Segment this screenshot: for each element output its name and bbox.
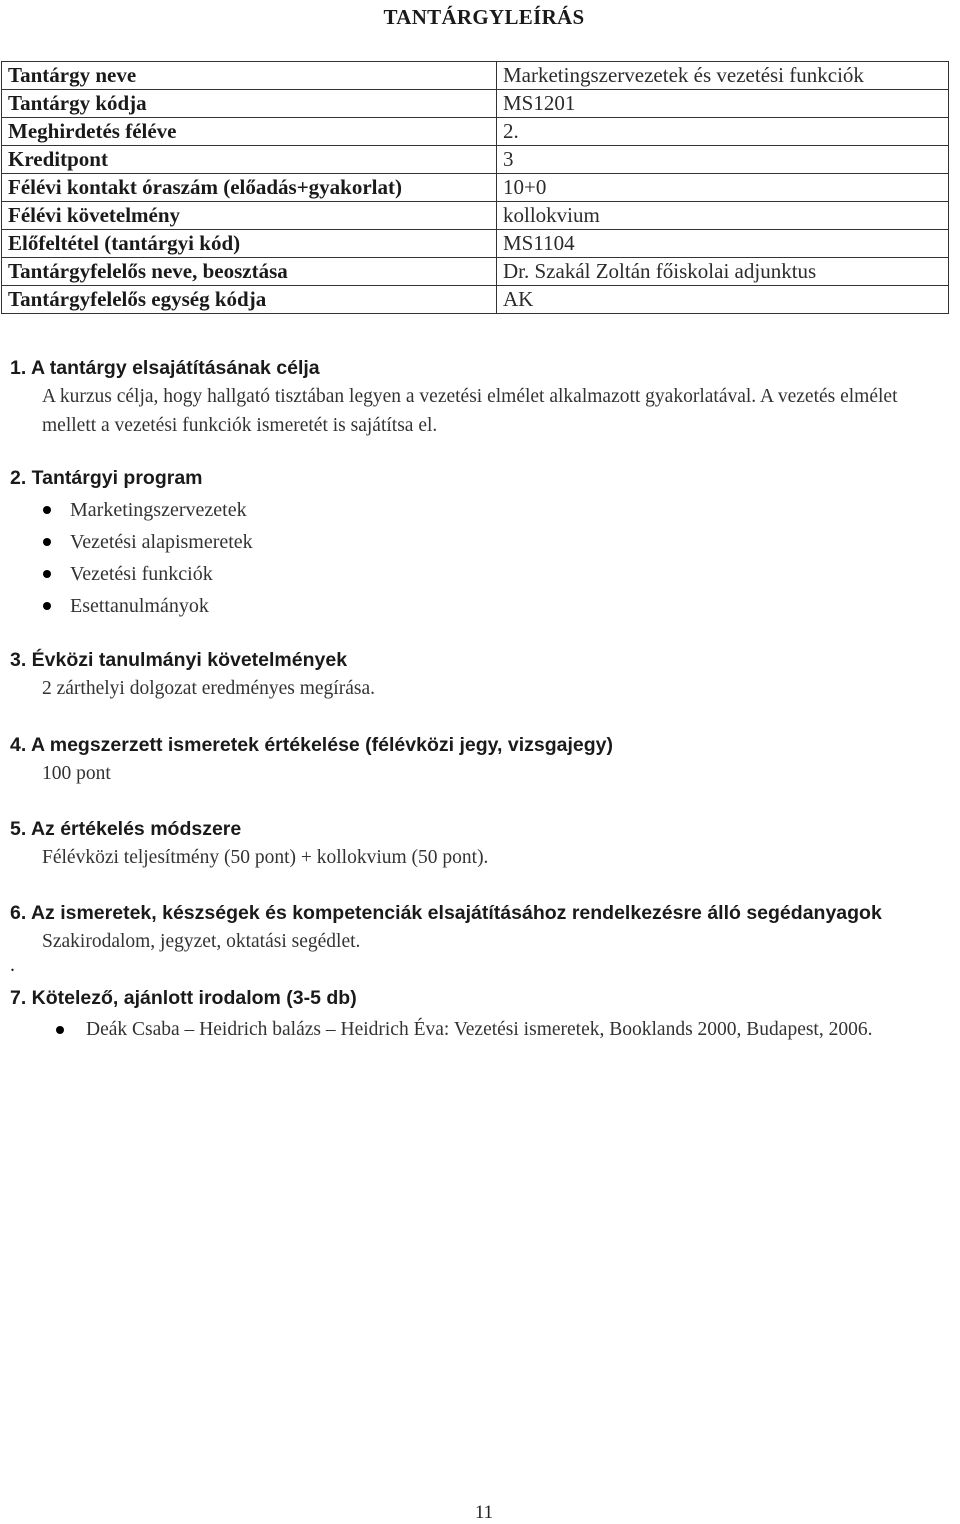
table-row: [2, 118, 949, 146]
list-item: [40, 590, 954, 622]
section-text: A kurzus célja, hogy hallgató tisztában legyen a vezetési elmélet alkalmazott gyakorlatával. A vezetés elmélet mellett a vezetési funkciók ismeretét is sajátítsa el.: [42, 386, 898, 436]
section-goal: [10, 355, 954, 440]
section-text: Félévközi teljesítmény (50 pont) + kollokvium (50 pont).: [42, 847, 489, 868]
table-row: [2, 174, 949, 202]
bullet-icon: [43, 506, 51, 514]
table-row: [2, 230, 949, 258]
table-row: [2, 202, 949, 230]
table-row: [2, 62, 949, 90]
row-value-credits: 3: [497, 146, 949, 174]
section-heading: 5. Az értékelés módszere: [10, 818, 242, 840]
row-value-course-code: MS1201: [497, 90, 949, 118]
section-heading: 4. A megszerzett ismeretek értékelése (félévközi jegy, vizsgajegy): [10, 734, 613, 756]
row-label-semester: Meghirdetés féléve: [2, 118, 497, 146]
table-row: [2, 90, 949, 118]
section-heading: 2. Tantárgyi program: [10, 467, 203, 489]
row-value-prerequisite: MS1104: [497, 230, 949, 258]
row-label-prerequisite: Előfeltétel (tantárgyi kód): [2, 230, 497, 258]
section-program: [10, 465, 954, 622]
row-label-requirement: Félévi követelmény: [2, 202, 497, 230]
row-label-course-code: Tantárgy kódja: [2, 90, 497, 118]
section-text: 2 zárthelyi dolgozat eredményes megírása.: [42, 678, 375, 699]
table-row: [2, 146, 949, 174]
bullet-icon: [43, 538, 51, 546]
list-item-text: Vezetési alapismeretek: [70, 531, 253, 553]
program-list: [10, 494, 954, 622]
row-value-contact-hours: 10+0: [497, 174, 949, 202]
bullet-icon: [43, 570, 51, 578]
page-number: 11: [474, 1502, 494, 1523]
section-materials: [10, 900, 954, 956]
section-heading: 3. Évközi tanulmányi követelmények: [10, 649, 348, 671]
course-info-table: [1, 61, 949, 314]
literature-list: [10, 1016, 954, 1044]
list-item-text: Vezetési funkciók: [70, 563, 213, 585]
row-value-unit-code: AK: [497, 286, 949, 314]
row-label-credits: Kreditpont: [2, 146, 497, 174]
row-value-course-name: Marketingszervezetek és vezetési funkciók: [497, 62, 949, 90]
table-row: [2, 286, 949, 314]
row-label-contact-hours: Félévi kontakt óraszám (előadás+gyakorlat): [2, 174, 497, 202]
list-item: [40, 558, 954, 590]
page-title: TANTÁRGYLEÍRÁS: [383, 5, 585, 29]
row-label-unit-code: Tantárgyfelelős egység kódja: [2, 286, 497, 314]
bullet-icon: [56, 1026, 64, 1034]
row-label-responsible-person: Tantárgyfelelős neve, beosztása: [2, 258, 497, 286]
row-label-course-name: Tantárgy neve: [2, 62, 497, 90]
section-heading: 7. Kötelező, ajánlott irodalom (3-5 db): [10, 987, 357, 1009]
bullet-icon: [43, 602, 51, 610]
list-item: [40, 494, 954, 526]
section-heading: 6. Az ismeretek, készségek és kompetenciák elsajátításához rendelkezésre álló segédanyagok: [10, 902, 882, 924]
table-row: [2, 258, 949, 286]
section-text: Szakirodalom, jegyzet, oktatási segédlet.: [42, 931, 361, 952]
list-item: [56, 1016, 954, 1044]
row-value-responsible-person: Dr. Szakál Zoltán főiskolai adjunktus: [497, 258, 949, 286]
section-heading: 1. A tantárgy elsajátításának célja: [10, 357, 320, 379]
section-text: 100 pont: [42, 763, 111, 784]
stray-dot: .: [10, 954, 15, 976]
list-item-text: Deák Csaba – Heidrich balázs – Heidrich Éva: Vezetési ismeretek, Booklands 2000, Budapest, 2006.: [86, 1019, 873, 1040]
section-requirements: [10, 647, 954, 703]
list-item: [40, 526, 954, 558]
list-item-text: Marketingszervezetek: [70, 499, 247, 521]
section-evaluation: [10, 732, 954, 788]
section-literature: [10, 985, 954, 1044]
list-item-text: Esettanulmányok: [70, 595, 209, 617]
section-method: [10, 816, 954, 872]
row-value-semester: 2.: [497, 118, 949, 146]
row-value-requirement: kollokvium: [497, 202, 949, 230]
